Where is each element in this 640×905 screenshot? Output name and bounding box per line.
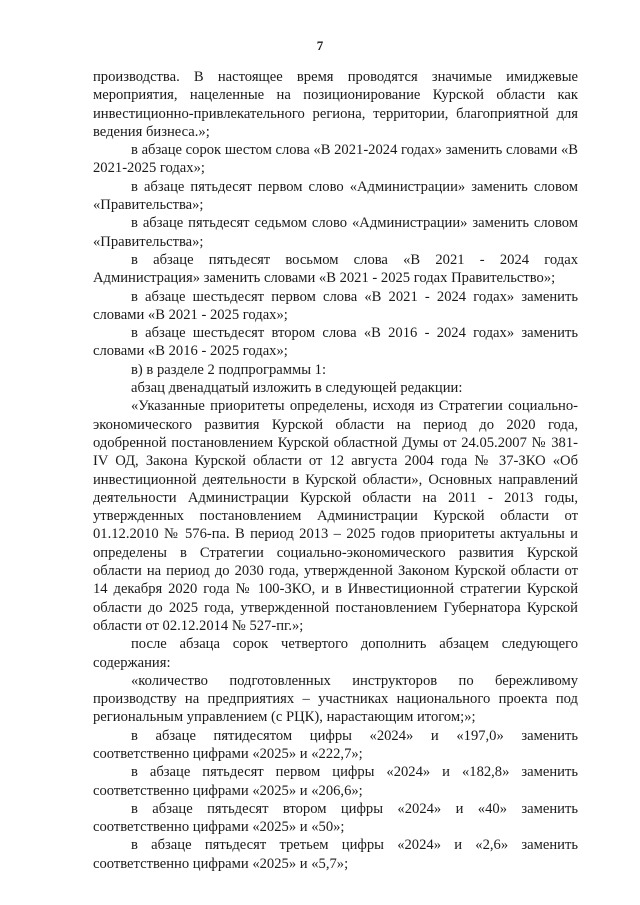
paragraph: производства. В настоящее время проводятся значимые имиджевые мероприятия, нацеленные на позиционирование Курской области как инвестиционно-привлекательного региона, территории, благоприятной для ведения бизнеса.»;	[93, 69, 578, 140]
paragraph: в абзаце пятидесятом цифры «2024» и «197,0» заменить соответственно цифрами «2025» и «222,7»;	[93, 727, 578, 762]
paragraph: абзац двенадцатый изложить в следующей редакции:	[131, 380, 463, 397]
paragraph: в абзаце пятьдесят первом слово «Администрации» заменить словом «Правительства»;	[93, 178, 578, 214]
paragraph: в абзаце пятьдесят первом цифры «2024» и «182,8» заменить соответственно цифрами «2025» и «206,6»;	[93, 764, 578, 799]
paragraph: в абзаце пятьдесят третьем цифры «2024» и «2,6» заменить соответственно цифрами «2025» и «5,7»;	[93, 837, 578, 872]
paragraph: после абзаца сорок четвертого дополнить абзацем следующего содержания:	[93, 636, 578, 671]
paragraph: в абзаце пятьдесят восьмом слова «В 2021 - 2024 годах Администрация» заменить словами «В 2021 - 2025 годах Правительство»;	[93, 251, 578, 287]
paragraph: в абзаце шестьдесят первом слова «В 2021 - 2024 годах» заменить словами «В 2021 - 2025 годах»;	[93, 288, 578, 323]
paragraph: в абзаце пятьдесят втором цифры «2024» и «40» заменить соответственно цифрами «2025» и «50»;	[93, 800, 578, 836]
page-number: 7	[316, 38, 324, 53]
paragraph: в абзаце сорок шестом слова «В 2021-2024 годах» заменить словами «В 2021-2025 годах»;	[93, 142, 578, 177]
paragraph: в абзаце пятьдесят седьмом слово «Администрации» заменить словом «Правительства»;	[93, 215, 578, 250]
document-body	[93, 68, 578, 873]
paragraph: в) в разделе 2 подпрограммы 1:	[131, 361, 327, 378]
quoted-paragraph: «Указанные приоритеты определены, исходя из Стратегии социально-экономического развития Курской области на период до 2020 года, одобренной постановлением Курской областной Думы от 24.05.2007 № 381-IV ОД, Закона Курской области от 12 августа 2004 года № 37-ЗКО «Об инвестиционной деятельности в Курской области», Основных направлений деятельности Администрации Курской области на 2011 - 2013 годы, утвержденных постановлением Администрации Курской области от 01.12.2010 № 576-па. В период 2013 – 2025 годов приоритеты актуальны и определены в Стратегии социально-экономического развития Курской области на период до 2030 года, утвержденной Законом Курской области от 14 декабря 2020 года № 100-ЗКО, и в Инвестиционной стратегии Курской области до 2025 года, утвержденной постановлением Губернатора Курской области от 02.12.2014 № 527-пг.»;	[93, 398, 578, 634]
quoted-paragraph: «количество подготовленных инструкторов по бережливому производству на предприятиях – участниках национального проекта под региональным управлением (с РЦК), нарастающим итогом;»;	[93, 672, 578, 726]
paragraph: в абзаце шестьдесят втором слова «В 2016 - 2024 годах» заменить словами «В 2016 - 2025 годах»;	[93, 325, 578, 360]
